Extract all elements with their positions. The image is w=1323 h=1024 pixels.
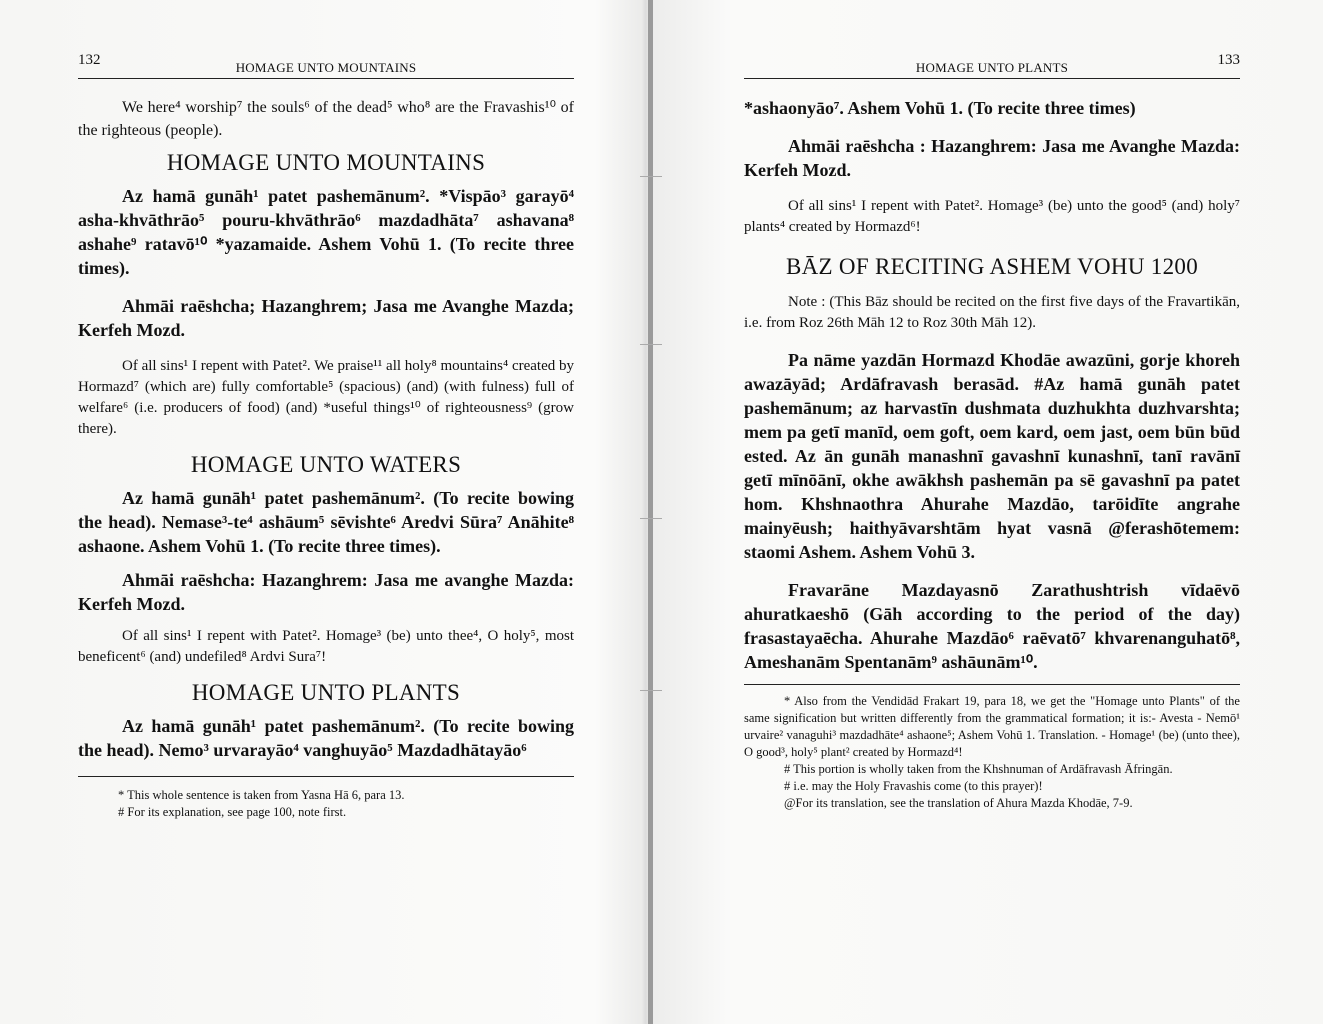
footnote: * This whole sentence is taken from Yasna Hā 6, para 13. <box>118 788 405 802</box>
avesta-text: Az hamā gunāh¹ patet pashemānum². (To recite bowing the head). Nemo³ urvarayāo⁴ vanghuyāo⁵ Mazdadhātayāo⁶ <box>78 716 574 760</box>
avesta-continuation: *ashaonyāo⁷. Ashem Vohū 1. (To recite three times) <box>744 98 1136 118</box>
header-rule <box>744 78 1240 79</box>
avesta-text: Az hamā gunāh¹ patet pashemānum². (To recite bowing the head). Nemase³-te⁴ ashāum⁵ sēvishte⁶ Aredvi Sūra⁷ Anāhite⁸ ashaone. Ashem Vohū 1. (To recite three times). <box>78 488 574 556</box>
footnote-rule <box>744 684 1240 685</box>
header-rule <box>78 78 574 79</box>
binding-mark <box>640 344 662 345</box>
footnotes <box>744 693 1240 812</box>
section-heading-mountains: HOMAGE UNTO MOUNTAINS <box>166 150 486 175</box>
translation-paragraph: Of all sins¹ I repent with Patet². Homage³ (be) unto thee⁴, O holy⁵, most beneficent⁶ (and) undefiled⁸ Ardvi Sura⁷! <box>78 628 574 665</box>
section-heading-plants: HOMAGE UNTO PLANTS <box>191 680 461 705</box>
left-page-body <box>78 96 574 821</box>
left-page <box>78 0 574 1024</box>
binding-mark <box>640 176 662 177</box>
note-paragraph: Note : (This Bāz should be recited on the first five days of the Fravartikān, i.e. from Roz 26th Māh 12 to Roz 30th Māh 12). <box>744 294 1240 331</box>
right-page <box>744 0 1240 1024</box>
section-heading-waters: HOMAGE UNTO WATERS <box>190 452 462 477</box>
translation-paragraph: Of all sins¹ I repent with Patet². Homage³ (be) unto the good⁵ (and) holy⁷ plants⁴ created by Hormazd⁶! <box>744 198 1240 235</box>
page-number: 133 <box>1217 52 1240 68</box>
footnote: * Also from the Vendidād Frakart 19, para 18, we get the "Homage unto Plants" of the same signification but written differently from the grammatical formation; it is:- Avesta - Nemō¹ urvaire² vanaguhi³ mazdadhāte⁴ ashaone⁵; Ashem Vohū 1. Translation. - Homage¹ (be) (unto thee), O good³, holy⁵ plant² created by Hormazd⁴! <box>744 694 1240 759</box>
avesta-text: Az hamā gunāh¹ patet pashemānum². *Vispāo³ garayō⁴ asha-khvāthrāo⁵ pouru-khvāthrāo⁶ mazdadhāta⁷ ashavana⁸ ashahe⁹ ratavō¹⁰ *yazamaide. Ashem Vohū 1. (To recite three times). <box>78 186 574 278</box>
running-head: HOMAGE UNTO PLANTS <box>915 60 1069 75</box>
footnote: @For its translation, see the translation of Ahura Mazda Khodāe, 7-9. <box>784 796 1133 810</box>
intro-paragraph: We here⁴ worship⁷ the souls⁶ of the dead⁵ who⁸ are the Fravashis¹⁰ of the righteous (people). <box>78 99 574 139</box>
ahmai-raeshcha: Ahmāi raēshcha; Hazanghrem; Jasa me Avanghe Mazda; Kerfeh Mozd. <box>78 296 574 340</box>
right-page-body <box>744 96 1240 812</box>
binding-mark <box>640 518 662 519</box>
ahmai-raeshcha: Ahmāi raēshcha : Hazanghrem: Jasa me Avanghe Mazda: Kerfeh Mozd. <box>744 136 1240 180</box>
translation-paragraph: Of all sins¹ I repent with Patet². We praise¹¹ all holy⁸ mountains⁴ created by Hormazd⁷ (which are) fully comfortable⁵ (spacious) (and) (with fulness) full of welfare⁶ (i.e. producers of food) (and) *useful things¹⁰ of righteousness⁹ (grow there). <box>78 358 574 437</box>
fravarane-text: Fravarāne Mazdayasnō Zarathushtrish vīdaēvō ahuratkaeshō (Gāh according to the period of the day) frasastayaēcha. Ahurahe Mazdāo⁶ raēvatō⁷ khvarenanguhatō⁸, Ameshanām Spentanām⁹ ashāunām¹⁰. <box>744 580 1240 672</box>
section-heading-baz: BĀZ OF RECITING ASHEM VOHU 1200 <box>785 254 1199 279</box>
baz-prayer-text: Pa nāme yazdān Hormazd Khodāe awazūni, gorje khoreh awazāyād; Ardāfravash berasād. #Az hamā gunāh patet pashemānum; az harvastīn dushmata duzhukhta duzhvarshta; mem pa getī manīd, oem goft, oem kard, oem jast, oem būn būd ested. Az ān gunāh manashnī gavashnī kunashnī, tanī ravānī getī mīnōānī, okhe awākhsh pashemān pa sē gavashnī pa patet hom. Khshnaothra Ahurahe Mazdāo, tarōidīte angrahe mainyēush; haithyāvarshtām hyat vasnā @ferashōtemem: staomi Ashem. Ashem Vohū 3. <box>744 350 1240 562</box>
running-head: HOMAGE UNTO MOUNTAINS <box>235 60 417 75</box>
footnote: # i.e. may the Holy Fravashis come (to this prayer)! <box>784 779 1043 793</box>
binding-mark <box>640 690 662 691</box>
page-number: 132 <box>78 52 101 68</box>
footnote: # For its explanation, see page 100, note first. <box>118 805 347 819</box>
ahmai-raeshcha: Ahmāi raēshcha: Hazanghrem: Jasa me avanghe Mazda: Kerfeh Mozd. <box>78 570 574 614</box>
footnote: # This portion is wholly taken from the Khshnuman of Ardāfravash Āfringān. <box>784 762 1173 776</box>
footnote-rule <box>78 776 574 777</box>
footnotes <box>78 787 574 821</box>
book-gutter <box>648 0 653 1024</box>
